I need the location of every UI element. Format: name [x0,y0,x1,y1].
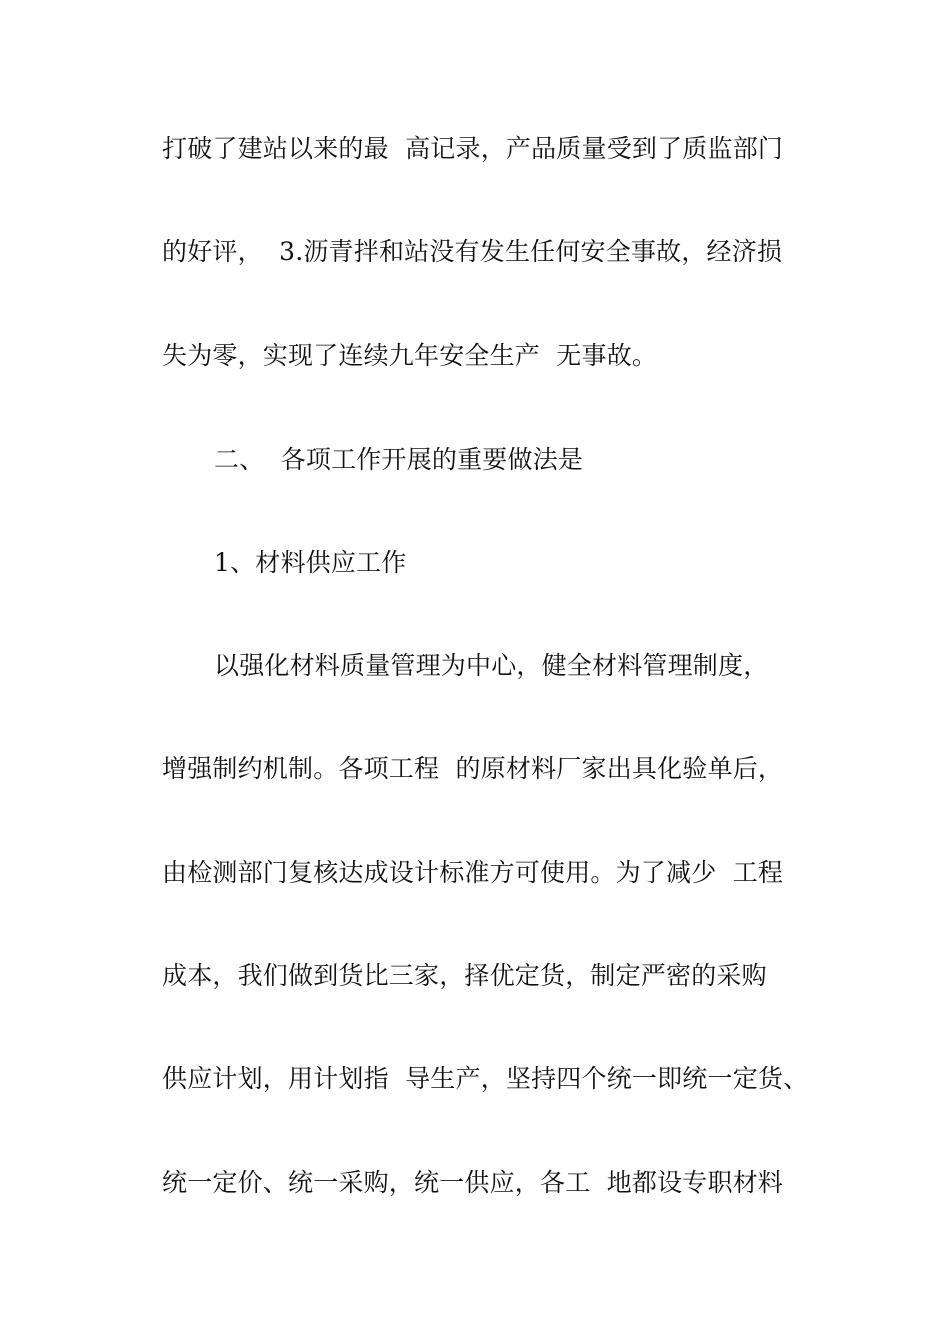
section-heading: 二、 各项工作开展的重要做法是 [214,445,584,474]
body-text-line: 成本，我们做到货比三家，择优定货，制定严密的采购 [162,961,767,990]
body-text-line: 增强制约机制。各项工程 的原材料厂家出具化验单后， [162,754,784,783]
body-text-line: 打破了建站以来的最 高记录，产品质量受到了质监部门 [162,134,784,163]
subsection-heading: 1、材料供应工作 [214,548,407,577]
paragraph-first-line: 以强化材料质量管理为中心，健全材料管理制度， [214,651,769,680]
body-text-line: 的好评， 3.沥青拌和站没有发生任何安全事故，经济损 [162,237,783,266]
body-text-line: 失为零，实现了连续九年安全生产 无事故。 [162,341,658,370]
body-text-line: 统一定价、统一采购，统一供应，各工 地都设专职材料 [162,1168,784,1197]
body-text-line: 由检测部门复核达成设计标准方可使用。为了减少 工程 [162,858,784,887]
body-text-line: 供应计划，用计划指 导生产，坚持四个统一即统一定货、 [162,1064,809,1093]
